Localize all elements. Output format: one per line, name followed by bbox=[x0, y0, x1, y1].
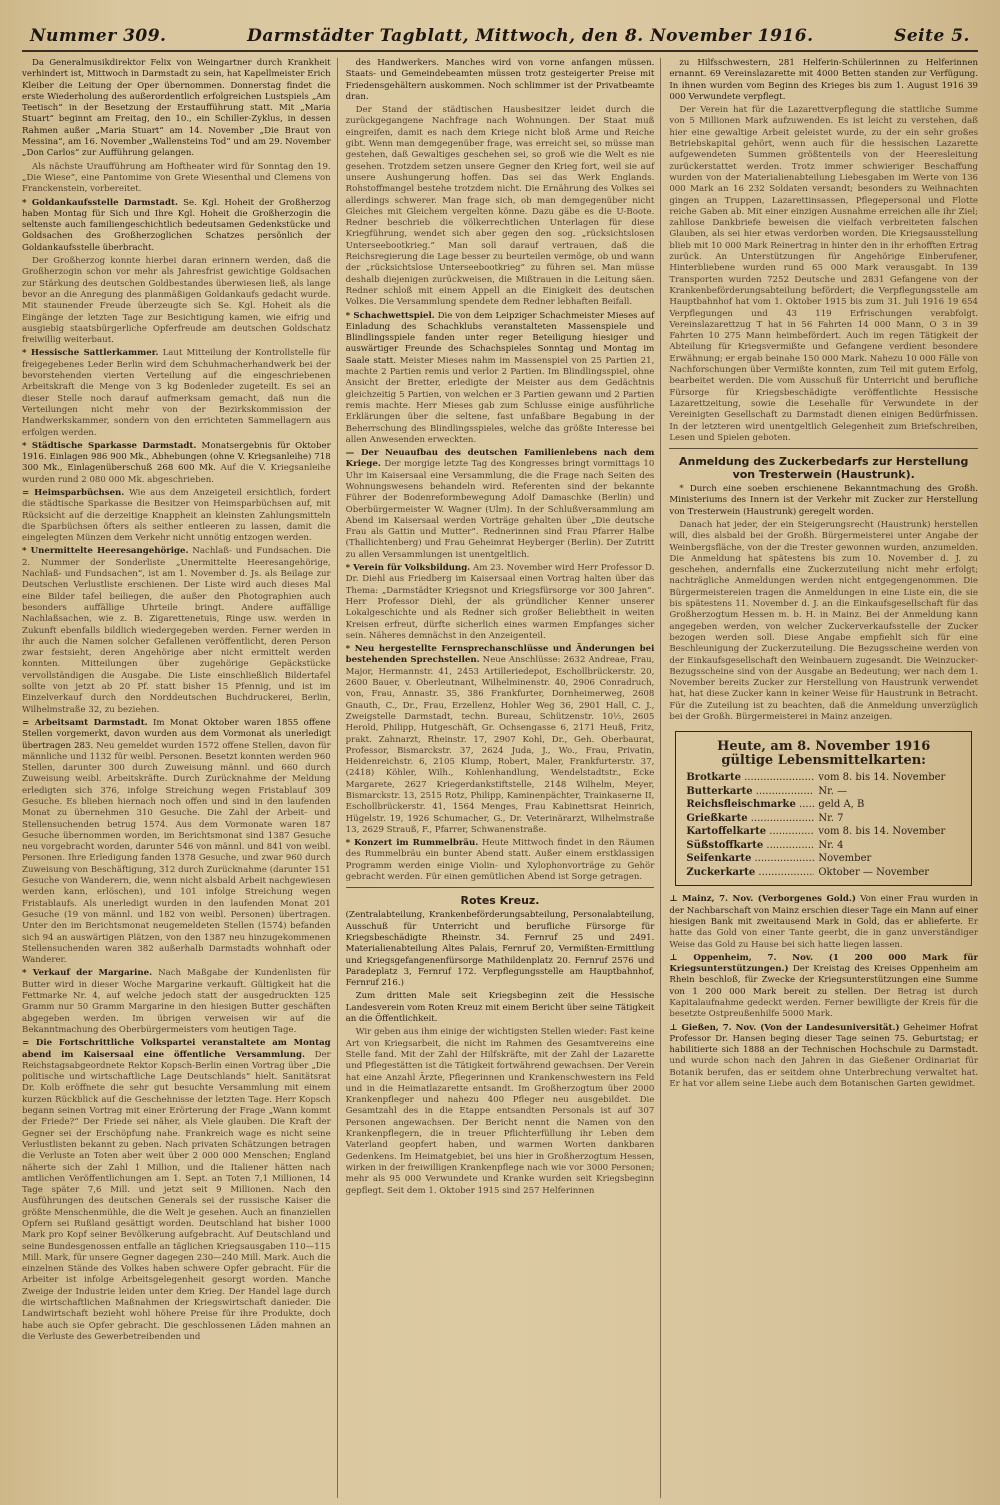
gold-heading: * Goldankaufsstelle Darmstadt. bbox=[22, 197, 178, 208]
filler-text: Wir geben aus ihm einige der wichtigsten Stellen wieder: Fast keine Art von Kriegsarbeit, die nicht im Rahmen des Gesamtvereins eine Stelle fand. Mit der Zahl der Hilfskräfte, mit der Zahl der Lazarette und Pflegestätten ist die Tätigkeit fortwährend gewachsen. Der Verein hat eine Anzahl Ärzte, Pflegerinnen und Krankenschwestern ins Feld und in die Heimatlazarette entsandt. Im Großherzogtum über 2000 Krankenpfleger und nahezu 400 Pfleger neu ausgebildet. Die Gesamtzahl des in die Etappe entsandten Personals ist auf 307 Personen angewachsen. Der Bericht nennt die Namen von den Krankenpflegern, die in treuer Pflichterfüllung ihr Leben dem Vaterland geopfert haben, und warmen Worten dankbaren Gedenkens. Im Heimatgebiet, bei uns hier in Großherzogtum Hessen, wirken in der freiwilligen Krankenpflege nach wie vor 3000 Personen; mehr als 95 000 Verwundete und Kranke wurden seit Kriegsbeginn gepflegt. Seit dem 1. Oktober 1915 sind 257 Helferinnen bbox=[345, 1027, 655, 1196]
card-name: Seifenkarte ..... bbox=[686, 852, 814, 866]
gold-paragraph: Se. Kgl. Hoheit der Großherzog haben Montag für Sich und Ihre Kgl. Hoheit die Großherzogin die seltenste auch familiengeschichtlich bedeutsamen Gedenkstücke und Goldsachen des Großherzoglichen Schatzes persönlich der Goldankaufsstelle überbracht. bbox=[22, 197, 331, 253]
giessen-paragraph: Geheimer Hofrat Professor Dr. Hansen beging dieser Tage seinen 75. Geburtstag; er habilitierte sich 1888 an der Technischen Hochschule zu Darmstadt. bbox=[669, 1022, 979, 1056]
sugar-paragraph: * Durch eine soeben erschienene Bekanntmachung des Großh. Ministeriums des Innern ist der Verkehr mit Zucker zur Herstellung von Tresterwein (Haustrunk) geregelt worden. bbox=[669, 484, 979, 517]
filler-text: Danach hat jeder, der ein Steigerungsrecht (Haustrunk) herstellen will, dies alsbald bei der Großh. Bürgermeisterei unter Angabe der Weinbergsfläche, von der die Trester gewonnen wurden, anzumelden. Die Anmeldung hat spätestens bis zum 10. November d. J. zu geschehen, andernfalls eine Zuckerzuteilung nicht mehr erfolgt; nachträgliche Anmeldungen werden nicht entgegengenommen. Die Bürgermeistereien tragen die Anmeldungen in eine Liste ein, die sie bis spätestens 11. November d. J. an die Einkaufsgesellschaft für das Großherzogtum Hessen m. b. H. in Mainz. Bei der Anmeldung kann angegeben werden, von welcher Zuckerverkaufsstelle der Zucker bezogen werden soll. Diese Angabe empfiehlt sich für eine Beschleunigung der Zuckerzuteilung. Die Bezugsscheine werden von der Einkaufsgesellschaft den Weinbauern zugesandt. Die Weinzucker-Bezugsscheine sind von der Ausgabe an Bedeutung; wer nach dem 1. November bereits Zucker zur Herstellung von Haustrunk verwendet hat, hat diese Zucker kann in keiner Weise für Haustrunk in Betracht. Für die Zuteilung ist zu beachten, daß die Anmeldung unverzüglich bei der Großh. Bürgermeisterei in Mainz anzeigen. bbox=[669, 519, 979, 723]
card-name: Kartoffelkarte ..... bbox=[686, 825, 814, 839]
column-2: des Handwerkers. Manches wird von vorne anfangen müssen. Staats- und Gemeindebeamten müssen trotz gesteigerter Preise mit Friedensgehältern auskommen. Noch schlimmer ist der Privatbeamte dran. Der Stand der städtischen Hausbesitzer leidet durch die zurückgegangene Nachfrage nach Wohnungen. Der Staat muß eingreifen, damit es nach dem Kriege nicht bloß Arme und Reiche gibt. Wenn man demgegenüber frage, was erreicht sei, so müsse man gestehen, daß Gewaltiges geschehen sei, so groß wie die Welt es nie gesehen. Trotzdem setzen unsere Gegner den Krieg fort, weil sie auf unsere Aushungerung hoffen. Das sei das Werk Englands. Rohstoffmangel bestehe trotzdem nicht. Die Ernährung des Volkes sei allerdings schwerer. Man frage sich, ob man demgegenüber nicht Gleiches mit Gleichem vergelten könne. Dazu gäbe es die U-Boote. Redner beschrieb die völkerrechtlichen Unterlagen für diese Kriegführung, wendet sich aber gegen den sog. „rücksichtslosen Unterseebootkrieg.“ Man soll darauf vertrauen, daß die Reichsregierung die Lage besser zu beurteilen vermöge, ob und wann der „rücksichtslose Unterseebootkrieg“ zu führen sei. Man müsse deshalb diejenigen zurückweisen, die Mißtrauen in die Leitung säen. Redner schloß mit einem Appell an die Einigkeit des deutschen Volkes. Die Versammlung spendete dem Redner lebhaften Beifall. * Schachwettspiel. Die von dem Leipziger Schachmeister Mieses auf Einladung des Schachklubs veranstalteten Massenspiele und Blindlingsspiele fanden unter reger Beteiligung hiesiger und auswärtiger Freunde des Schachspieles Sonntag und Montag im Saale statt. Meister Mieses nahm im Massenspiel von 25 Partien 21, machte 2 Partien remis und verlor 2 Partien. Im Blindlingsspiel, ohne Ansicht der Bretter, erledigte der Meister aus dem Gedächtnis gleichzeitig 5 Partien, von welchen er 3 Partien gewann und 2 Partien remis machte. Herr Mieses gab zum Schlusse einige ausführliche Erklärungen über die seltene, fast unfaßbare Begabung in der Beherrschung des Blindlingsspieles, welche das größte Interesse bei allen Anwesenden erweckten. — Der Neuaufbau des deutschen Familienlebens nach dem Kriege. Der morgige letzte Tag des Kongresses bringt vormittags 10 Uhr im Kaisersaal eine Versammlung, die die Frage nach Seiten des Wohnungswesens behandeln wird. Referenten sind der bekannte Führer der Bodenreformbewegung Adolf Damaschke (Berlin) und Oberbürgermeister W. Wagner (Ulm). In der Schlußversammlung am Abend im Kaisersaal werden Vorträge gehalten über „Die deutsche Frau als Gattin und Mutter“. Rednerinnen sind Frau Pfarrer Halbe (Thallichtenberg) und Frau Geheimrat Heyberger (Berlin). Der Zutritt zu allen Versammlungen ist unentgeltlich. * Verein für Volksbildung. Am 23. November wird Herr Professor D. Dr. Diehl aus Friedberg im Kaisersaal einen Vortrag halten über das Thema: „Darmstädter Kriegsnot und Kriegsfürsorge vor 300 Jahren“. Herr Professor Diehl, der als gründlicher Kenner unserer Lokalgeschichte und als Redner sich großer Beliebtheit in weiten Kreisen erfreut, dürfte sicherlich eines warmen Empfanges sicher sein. Näheres demnächst in den Anzeigenteil. * Neu hergestellte Fernsprechanschlüsse und Änderungen bei bestehenden Sprechstellen. Neue Anschlüsse: 2632 Andreae, Frau, Major, Hermannstr. 41, 2453 Artilleriedepot, Eschollbrückerstr. 20, 2600 Bauer, v. Oberleutnant, Wilhelminenstr. 40, 2906 Conradruch, von, Frau, Annastr. 35, 386 Frankfurter, Dornheimerweg, 2608 Gnauth, C., Dr., Frau, Erzellenz, Hohler Weg 36, 2901 Hall, C. J., Zweigstelle Darmstadt, techn. Bureau, Schützenstr. 10½, 2605 Herold, Philipp, Hutgeschäft, Gr. Ochsengasse 6, 2171 Heuß, Fritz, prakt. Zahnarzt, Rheinstr. 17, 2907 Kohl, Dr., Geh. Oberbaurat, Professor, Bismarckstr. 37, 2624 Juda, J., Wo., Frau, Privatin, Heidenreichstr. 6, 2105 Klump, Robert, Maler, Frankfurterstr. 37, (2418) Köhler, Wilh., Kohlenhandlung, Wendelstadtstr., Ecke Margarete, 2627 Kriegerdankstiftstelle, 2148 Wilhelm, Meyer, Bismarckstr. 13, 2515 Rotz, Philipp, Kaminenpächter, Trainkaserne II, Eschollbrückerstr. 41, 1564 Menges, Frau Kabinettsrat Heinrich, Hügelstr. 19, 1926 Schumacher, G., Dr. Veterinärarzt, Wilhelmstraße 13, 2629 Strauß, F., Pfarrer, Schwanenstraße. * Konzert im Rummelbräu. Heute Mittwoch findet in den Räumen des Rummelbräu ein bunter Abend statt. Außer einem erstklassigen Programm werden einige Violin- und Xylophonvorträge zu Gehör gebracht werden. Für einen gemütlichen Abend ist Sorge getragen. Rotes Kreuz. (Zentralabteilung, Krankenbeförderungsabteilung, Personalabteilung, Ausschuß für Unterricht und berufliche Fürsorge für Kriegsbeschädigte Rheinstr. 34. Fernruf 25 und 2491. Materialienabteilung Altes Palais, Fernruf 20, Vermißten-Ermittlung und Kriegsgefangenenfürsorge Mathildenplatz 20. Fernruf 2576 und Paradeplatz 3, Fernruf 172. Verpflegungsstelle am Hauptbahnhof, Fernruf 216.) Zum dritten Male seit Kriegsbeginn zeit die Hessische Landesverein vom Roten Kreuz mit einem Bericht über seine Tätigkeit an die Öffentlichkeit. Wir geben aus ihm einige der wichtigsten Stellen wieder: Fast keine Art von Kriegsarbeit, die nicht im Rahmen des Gesamtvereins eine Stelle fand. Mit der Zahl der Hilfskräfte, mit der Zahl der Lazarette und Pflegestätten ist die Tätigkeit fortwährend gewachsen. Der Verein hat eine Anzahl Ärzte, Pflegerinnen und Krankenschwestern ins Feld und in die Heimatlazarette entsandt. Im Großherzogtum über 2000 Krankenpfleger und nahezu 400 Pfleger neu ausgebildet. Die Gesamtzahl des in die Etappe entsandten Personals ist auf 307 Personen angewachsen. Der Bericht nennt die Namen von den Krankenpflegern, die in treuer Pflichterfüllung ihr Leben dem Vaterland geopfert haben, und warmen Worten dankbaren Gedenkens. Im Heimatgebiet, bei uns hier in Großherzogtum Hessen, wirken in der freiwilligen Krankenpflege nach wie vor 3000 Personen; mehr als 95 000 Verwundete und Kranke wurden seit Kriegsbeginn gepflegt. Seit dem 1. Oktober 1915 sind 257 Helferinnen bbox=[346, 58, 662, 1498]
card-name: Brotkarte ..... bbox=[686, 771, 814, 785]
red-cross-paragraph: (Zentralabteilung, Krankenbeförderungsabteilung, Personalabteilung, Ausschuß für Unterricht und berufliche Fürsorge für Kriegsbeschädigte Rheinstr. 34. Fernruf 25 und 2491. Materialienabteilung Altes Palais, Fernruf 20, Vermißten-Ermittlung und Kriegsgefangenenfürsorge Mathildenplatz 20. Fernruf 2576 und Paradeplatz 3, Fernruf 172. Verpflegungsstelle am Hauptbahnhof, Fernruf 216.) bbox=[345, 910, 655, 989]
card-row bbox=[686, 771, 961, 785]
red-cross-title: Rotes Kreuz. bbox=[460, 894, 540, 908]
columns bbox=[22, 58, 978, 1498]
card-value: Oktober — November bbox=[818, 866, 930, 878]
page-number: Seite 5. bbox=[894, 26, 970, 46]
card-name: Reichsfleischmarke ..... bbox=[686, 798, 814, 812]
notice-date: Heute, am 8. November 1916 bbox=[717, 739, 931, 755]
card-value: Nr. — bbox=[818, 785, 848, 797]
filler-text: Der Verein hat für die Lazarettverpflegung die stattliche Summe von 5 Millionen Mark aufzuwenden. Es ist leicht zu verstehen, daß hier eine gewaltige Arbeit geleistet wurde, zu der ein sehr großes Betriebskapital gehört, wenn auch für die hessischen Lazarette aufgewendeten Summen größtenteils von der Heeresleitung zurückerstattet werden. Trotz immer schwieriger Beschaffung wurden von der Materialienabteilung Liebesgaben im Werte von 136 000 Mark an 16 232 Soldaten versandt; besonders zu Weihnachten gingen an Truppen, Lazarettinsassen, Pflegepersonal und Flotte reiche Gaben ab. Mit einer einzigen Ausnahme erreichen alle ihr Ziel; zahllose Dankbriefe beweisen die vielfach verbreiteten falschen Glauben, als sei hier etwas verdorben worden. Die Kriegsausstellung blieb mit 10 000 Mark Reinertrag in hinter den in ihr erhofften Ertrag zurück. An Unterstützungen für Angehörige Einberufener, Hinterbliebene wurden rund 65 000 Mark verausgabt. In 139 Transporten wurden 7252 Deutsche und 2831 Gefangene von der Krankenbeförderungsabteilung befördert; die Verpflegungsstelle am Hauptbahnhof hat vom 1. Oktober 1915 bis zum 31. Juli 1916 19 654 Verpflegungen und 43 119 Erfrischungen verabfolgt. Vereinslazarettzug T hat in 56 Fahrten 14 000 Mann, O 3 in 39 Fahrten 10 275 Mann heimbefördert. Auch im regen Tätigkeit der Abteilung für Kriegsvermißte und Gefangene verdient besondere Erwähnung; er ergab beinahe 150 000 Mark. Nahezu 10 000 Fälle von Nachforschungen über Vermißte konnten, zum Teil mit gutem Erfolg, bearbeitet werden. Die vom Ausschuß für Unterricht und berufliche Fürsorge für Kriegsbeschädigte veröffentlichte Hessische Lazarettzeitung, sowie die Lesehalle für Verwundete in der Vereinigten Gesellschaft zu Darmstadt dienen einigen Bedürfnissen. In der letzteren wird unentgeltlich Gelegenheit zum Briefschreiben, Lesen und Spielen geboten. bbox=[669, 105, 979, 443]
card-row bbox=[686, 812, 961, 826]
card-value: Nr. 7 bbox=[818, 812, 844, 824]
column-3: zu Hilfsschwestern, 281 Helferin-Schülerinnen zu Helferinnen ernannt. 69 Vereinslazarette mit 4000 Betten standen zur Verfügung. In ihnen wurden vom Beginn des Krieges bis zum 1. August 1916 39 000 Verwundete verpflegt. Der Verein hat für die Lazarettverpflegung die stattliche Summe von 5 Millionen Mark aufzuwenden. Es ist leicht zu verstehen, daß hier eine gewaltige Arbeit geleistet wurde, zu der ein sehr großes Betriebskapital gehört, wenn auch für die hessischen Lazarette aufgewendeten Summen größtenteils von der Heeresleitung zurückerstattet werden. Trotz immer schwieriger Beschaffung wurden von der Materialienabteilung Liebesgaben im Werte von 136 000 Mark an 16 232 Soldaten versandt; besonders zu Weihnachten gingen an Truppen, Lazarettinsassen, Pflegepersonal und Flotte reiche Gaben ab. Mit einer einzigen Ausnahme erreichen alle ihr Ziel; zahllose Dankbriefe beweisen die vielfach verbreiteten falschen Glauben, als sei hier etwas verdorben worden. Die Kriegsausstellung blieb mit 10 000 Mark Reinertrag in hinter den in ihr erhofften Ertrag zurück. An Unterstützungen für Angehörige Einberufener, Hinterbliebene wurden rund 65 000 Mark verausgabt. In 139 Transporten wurden 7252 Deutsche und 2831 Gefangene von der Krankenbeförderungsabteilung befördert; die Verpflegungsstelle am Hauptbahnhof hat vom 1. Oktober 1915 bis zum 31. Juli 1916 19 654 Verpflegungen und 43 119 Erfrischungen verabfolgt. Vereinslazarettzug T hat in 56 Fahrten 14 000 Mann, O 3 in 39 Fahrten 10 275 Mann heimbefördert. Auch im regen Tätigkeit der Abteilung für Kriegsvermißte und Gefangene verdient besondere Erwähnung; er ergab beinahe 150 000 Mark. Nahezu 10 000 Fälle von Nachforschungen über Vermißte konnten, zum Teil mit gutem Erfolg, bearbeitet werden. Die vom Ausschuß für Unterricht und berufliche Fürsorge für Kriegsbeschädigte veröffentlichte Hessische Lazarettzeitung, sowie die Lesehalle für Verwundete in der Vereinigten Gesellschaft zu Darmstadt dienen einigen Bedürfnissen. In der letzteren wird unentgeltlich Gelegenheit zum Briefschreiben, Lesen und Spielen geboten. Anmeldung des Zuckerbedarfs zur Herstellung von Tresterwein (Haustrunk). * Durch eine soeben erschienene Bekanntmachung des Großh. Ministeriums des Innern ist der Verkehr mit Zucker zur Herstellung von Tresterwein (Haustrunk) geregelt worden. Danach hat jeder, der ein Steigerungsrecht (Haustrunk) herstellen will, dies alsbald bei der Großh. Bürgermeisterei unter Angabe der Weinbergsfläche, von der die Trester gewonnen wurden, anzumelden. Die Anmeldung hat spätestens bis zum 10. November d. J. zu geschehen, andernfalls eine Zuckerzuteilung nicht mehr erfolgt; nachträgliche Anmeldungen werden nicht entgegengenommen. Die Bürgermeistereien tragen die Anmeldungen in eine Liste ein, die sie bis spätestens 11. November d. J. an die Einkaufsgesellschaft für das Großherzogtum Hessen m. b. H. in Mainz. Bei der Anmeldung kann angegeben werden, von welcher Zuckerverkaufsstelle der Zucker bezogen werden soll. Diese Angabe empfiehlt sich für eine Beschleunigung der Zuckerzuteilung. Die Bezugsscheine werden von der Einkaufsgesellschaft den Weinbauern zugesandt. Die Weinzucker-Bezugsscheine sind von der Ausgabe an Bedeutung; wer nach dem 1. November bereits Zucker zur Herstellung von Haustrunk verwendet hat, hat diese Zucker kann in keiner Weise für Haustrunk in Betracht. Für die Zuteilung ist zu beachten, daß die Anmeldung unverzüglich bei der Großh. Bürgermeisterei in Mainz anzeigen. Heute, am 8. November 1916 gültige Lebensmittelkarten: Brotkarte ..... vom 8. bis 14. November Butterkarte ..... Nr. — Reichsfleischmarke ..... geld A, B Grießkarte ..... Nr. 7 Kartoffelkarte ..... vom 8. bis 14. November Süßstoffkarte ..... Nr. 4 Seifenkarte ..... November Zuckerkarte ..... Oktober — November ⊥ Mainz, 7. Nov. (Verborgenes Gold.) Von einer Frau wurden in der Nachbarschaft von Mainz erschien dieser Tage ein Mann auf einer hiesigen Bank mit zweitausend Mark in Gold, das er ablieferte. Er hatte das Gold von einer Tante geerbt, die in ganz unverständiger Weise das Gold zu Hause bei sich hatte liegen lassen. ⊥ Oppenheim, 7. Nov. (1 200 000 Mark für Kriegsunterstützungen.) Der Kreistag des Kreises Oppenheim am Rhein beschloß, für Zwecke der Kriegsunterstützungen eine Summe von 1 200 000 Mark bereit zu stellen. Der Betrag ist durch Kapitalaufnahme gedeckt werden. Ferner bewilligte der Kreis für die besetzte Ostpreußenhilfe 5000 Mark. ⊥ Gießen, 7. Nov. (Von der Landesuniversität.) Geheimer Hofrat Professor Dr. Hansen beging dieser Tage seinen 75. Geburtstag; er habilitierte sich 1888 an der Technischen Hochschule zu Darmstadt. und wurde schon nach den Jahren in das Gießener Ordinariat für Botanik berufen, das er seitdem ohne Unterbrechung verwaltet hat. Er hat vor allem seine Liebe auch dem Botanischen Garten gewidmet. bbox=[669, 58, 978, 1498]
card-row bbox=[686, 798, 961, 812]
card-row bbox=[686, 825, 961, 839]
savings-heading: * Städtische Sparkasse Darmstadt. bbox=[22, 440, 197, 451]
labor-heading: = Arbeitsamt Darmstadt. bbox=[22, 717, 148, 728]
homesaving-heading: = Heimsparbüchsen. bbox=[22, 487, 125, 498]
giessen-heading: ⊥ Gießen, 7. Nov. (Von der Landesuniversität.) bbox=[669, 1022, 900, 1033]
party-heading: = Die Fortschrittliche Volkspartei veranstaltete am Montag abend im Kaisersaal eine öffentliche Versammlung. bbox=[22, 1038, 331, 1060]
column-1: Da Generalmusikdirektor Felix von Weingartner durch Krankheit verhindert ist, Mittwoch in Darmstadt zu sein, hat Kapellmeister Erich Kleiber die Leitung der Oper übernommen. Donnerstag findet die erste Wiederholung des außerordentlich erfolgreichen Lustspiels „Am Teetisch“ in der Besetzung der Erstaufführung statt. Mit „Maria Stuart“ beginnt am Freitag, den 10., ein Schiller-Zyklus, in dessen Rahmen außer „Maria Stuart“ am 14. November „Die Braut von Messina“, am 16. November „Wallensteins Tod“ und am 29. November „Don Carlos“ zur Aufführung gelangen. Als nächste Uraufführung am Hoftheater wird für Sonntag den 19. „Die Wiese“, eine Pantomime von Grete Wiesenthal und Clemens von Franckenstein, vorbereitet. * Goldankaufsstelle Darmstadt. Se. Kgl. Hoheit der Großherzog haben Montag für Sich und Ihre Kgl. Hoheit die Großherzogin die seltenste auch familiengeschichtlich bedeutsamen Gedenkstücke und Goldsachen des Großherzoglichen Schatzes persönlich der Goldankaufsstelle überbracht. Der Großherzog konnte hierbei daran erinnern werden, daß die Großherzogin schon vor mehr als Jahresfrist gewichtige Goldsachen zur Stärkung des deutschen Goldbestandes überwiesen ließ, als lange bevor an die Anregung des planmäßigen Goldankaufs gedacht wurde. Mit staunender Freude überzeugte sich Se. Kgl. Hoheit als die Eingänge der letzten Tage zur Besichtigung kamen, wie eifrig und ausgiebig staatsbürgerliche Opferfreude am deutschen Goldschatz freiwillig weiterbaut. * Hessische Sattlerkammer. Laut Mitteilung der Kontrollstelle für freigegebenes Leder Berlin wird dem Schuhmacherhandwerk bei der bevorstehenden vierten Verteilung auf die eingeschriebenen Arbeitskraft die Menge von 3 kg Bodenleder zugeteilt. Es sei an dieser Stelle noch darauf aufmerksam gemacht, daß nun die Verteilungen nicht mehr von der Bezirkskommission der Handwerkskammer, sondern von den errichteten Sammellagern aus erfolgen werden. * Städtische Sparkasse Darmstadt. Monatsergebnis für Oktober 1916. Einlagen 986 900 Mk., Abhebungen (ohne V. Kriegsanleihe) 718 300 Mk., Einlagenüberschuß 268 600 Mk. Auf die V. Kriegsanleihe wurden rund 2 080 000 Mk. abgeschrieben. = Heimsparbüchsen. Wie aus dem Anzeigeteil ersichtlich, fordert die städtische Sparkasse die Besitzer von Heimsparbüchsen auf, mit Rücksicht auf die derzeitige Knappheit an kleinsten Zahlungsmitteln die Sparbüchsen öfters als seither entleeren zu lassen, damit die eingelegten Münzen dem Verkehr nicht unnötig entzogen werden. * Unermittelte Heeresangehörige. Nachlaß- und Fundsachen. Die 2. Nummer der Sonderliste „Unermittelte Heeresangehörige, Nachlaß- und Fundsachen“, ist am 1. November d. Js. als Beilage zur Deutschen Verlustliste erschienen. Der Liste wird auch dieses Mal eine Bilder tafel beiliegen, die außer den Photographien auch besonders auffällige Uhrteile bringt. Andere auffällige Nachlaßsachen, wie z. B. Zigarettenetuis, Ringe usw. werden in Zukunft ebenfalls bildlich wiedergegeben werden. Ferner werden in ihr auch die Namen solcher Gefallenen veröffentlicht, deren Person zwar festsieht, deren Angehörige aber nicht ermittelt werden konnten. Mitteilungen über zugehörige Gepäckstücke vervollständigen die Ausgabe. Die Liste einschließlich Bildertafel sollte von jetzt ab 20 Pf. statt bisher 15 Pfennig, und ist im Einzelverkauf durch den Norddeutschen Buchdruckerei, Berlin, Wilhelmstraße 32, zu beziehen. = Arbeitsamt Darmstadt. Im Monat Oktober waren 1855 offene Stellen vorgemerkt, davon wurden aus dem Vormonat als unerledigt übertragen 283. Neu gemeldet wurden 1572 offene Stellen, davon für männliche und 1132 für weibl. Personen. Besetzt konnten werden 960 Stellen, darunter 300 durch Zuweisung männl. und 660 durch Zuweisung weibl. Arbeitskräfte. Durch Zurücknahme der Meldung erledigten sich 376, infolge Streichung wegen Fristablauf 309 Gesuche. Es blieben hiernach noch offen und sind in den laufenden Monat zu übernehmen 310 Gesuche. Die Zahl der Arbeit- und Stellensuchenden betrug 1574. Aus dem Vormonate waren 187 Gesuche übernommen worden, im Berichtsmonat sind 1387 Gesuche neu vorgebracht worden, darunter 546 von männl. und 841 von weibl. Personen. Ihre Erledigung fanden 1378 Gesuche, und zwar 960 durch Zuweisung von Beschäftigung, 312 durch Zurücknahme (darunter 151 Gesuche von Wanderern, die, wenn nicht alsbald Arbeit nachgewiesen werden kann, erlöschen), und 101 infolge Streichung wegen Fristablaufs. Als unerledigt wurden in den laufenden Monat 201 Gesuche (19 von männl. und 182 von weibl. Personen) übertragen. Unter den im Berichtsmonat neugemeldeten Stellen (1574) befanden sich 94 an auswärtigen Plätzen, von den 1387 neu hinzugekommenen Stellensuchenden waren 382 außerhalb Darmstadts wohnhaft oder Wanderer. * Verkauf der Margarine. Nach Maßgabe der Kundenlisten für Butter wird in dieser Woche Margarine verkauft. Gültigkeit hat die Fettmarke Nr. 4, auf welche jedoch statt der ausgedruckten 125 Gramm nur 50 Gramm Margarine in den hiesigen Butter geschäften abgegeben werden. Im übrigen verweisen wir auf die Bekanntmachung des Oberbürgermeisters vom heutigen Tage. = Die Fortschrittliche Volkspartei veranstaltete am Montag abend im Kaisersaal eine öffentliche Versammlung. Der Reichstagsabgeordnete Rektor Kopsch-Berlin einen Vortrag über „Die politische und wirtschaftliche Lage Deutschlands“ hielt. Sanitätsrat Dr. Kolb eröffnete die sehr gut besuchte Versammlung mit einem kurzen Rückblick auf die Geschehnisse der letzten Tage. Herr Kopsch begann seinen Vortrag mit einer Erörterung der Frage „Wann kommt der Friede?“ Der Friede sei näher, als Viele glauben. Die Kraft der Gegner sei der Erschöpfung nahe. Frankreich wage es nicht seine Verlustlisten bekannt zu geben. Nach privaten Schätzungen betragen die Verluste an Toten aber weit über 2 000 000 Menschen; England näherte sich der Zahl 1 Million, und die Italiener hätten nach amtlichen Veröffentlichungen am 1. Sept. an Toten 7,1 Millionen, 14 Tage später 7,6 Mill. und jetzt seit 9 Millionen. Nach den Ausführungen des deutschen Generals sei der russische Kaiser die größte Menschenmühle, die die Welt je gesehen. Auch an finanziellen Opfern sei Rußland gesättigt worden. Deutschland hat bisher 1000 Mark pro Kopf seiner Bevölkerung aufgebracht. Auf Deutschland und seine Bundesgenossen entfalle an täglichen Kriegsausgaben 110—115 Mill. Mark, für unsere Gegner dagegen 230—240 Mill. Mark. Auch die einzelnen Stände des Volkes haben schwere Opfer gebracht. Für die Arbeiter ist infolge Arbeitsgelegenheit gesorgt worden. Manche Zweige der Industrie leiden unter dem Krieg. Der Handel lage durch die wirtschaftlichen Maßnahmen der Kriegswirtschaft danieder. Die Landwirtschaft bezieht wohl höhere Preise für ihre Produkte, doch habe auch sie Opfer gebracht. Die geschlossenen Läden mahnen an die Verluste des Gewerbetreibenden und bbox=[22, 58, 338, 1498]
card-value: Nr. 4 bbox=[818, 839, 844, 851]
concert-heading: * Konzert im Rummelbräu. bbox=[345, 838, 479, 849]
economy-paragraph: des Handwerkers. Manches wird von vorne anfangen müssen. Staats- und Gemeindebeamten müssen trotz gesteigerter Preise mit Friedensgehältern auskommen. Noch schlimmer ist der Privatbeamte dran. bbox=[345, 58, 655, 102]
filler-text: Der Stand der städtischen Hausbesitzer leidet durch die zurückgegangene Nachfrage nach Wohnungen. Der Staat muß eingreifen, damit es nach dem Kriege nicht bloß Arme und Reiche gibt. Wenn man demgegenüber frage, was erreicht sei, so müsse man gestehen, daß Gewaltiges geschehen sei, so groß wie die Welt es nie gesehen. Trotzdem setzen unsere Gegner den Krieg fort, weil sie auf unsere Aushungerung hoffen. Das sei das Werk Englands. Rohstoffmangel bestehe trotzdem nicht. Die Ernährung des Volkes sei allerdings schwerer. Man frage sich, ob man demgegenüber nicht Gleiches mit Gleichem vergelten könne. Dazu gäbe es die U-Boote. Redner beschrieb die völkerrechtlichen Unterlagen für diese Kriegführung, wendet sich aber gegen den sog. „rücksichtslosen Unterseebootkrieg.“ Man soll darauf vertrauen, daß die Reichsregierung die Lage besser zu beurteilen vermöge, ob und wann der „rücksichtslose Unterseebootkrieg“ zu führen sei. Man müsse deshalb diejenigen zurückweisen, die Mißtrauen in die Leitung säen. Redner schloß mit einem Appell an die Einigkeit des deutschen Volkes. Die Versammlung spendete dem Redner lebhaften Beifall. bbox=[345, 105, 655, 308]
card-value: November bbox=[818, 853, 872, 865]
oppenheim-paragraph: Der Kreistag des Kreises Oppenheim am Rhein beschloß, für Zwecke der Kriegsunterstützungen eine Summe von 1 200 000 Mark bereit zu stellen. bbox=[669, 964, 979, 997]
chess-heading: * Schachwettspiel. bbox=[345, 310, 435, 321]
filler-text: Als nächste Uraufführung am Hoftheater wird für Sonntag den 19. „Die Wiese“, eine Pantomime von Grete Wiesenthal und Clemens von Franckenstein, vorbereitet. bbox=[22, 161, 331, 195]
sugar-title: Anmeldung des Zuckerbedarfs zur Herstellung von Tresterwein (Haustrunk). bbox=[678, 455, 969, 482]
card-row bbox=[686, 839, 961, 853]
issue-number: Nummer 309. bbox=[30, 26, 167, 46]
card-name: Butterkarte ..... bbox=[686, 785, 814, 799]
card-value: geld A, B bbox=[818, 799, 865, 811]
chess-paragraph: Die von dem Leipziger Schachmeister Mieses auf Einladung des Schachklubs veranstalteten Massenspiele und Blindlingsspiele fanden unter reger Beteiligung hiesiger und auswärtiger Freunde des Schachspieles Sonntag und Montag im Saale statt. bbox=[345, 310, 655, 366]
notice-subtitle: gültige Lebensmittelkarten: bbox=[721, 752, 926, 768]
card-row bbox=[686, 852, 961, 866]
red-cross-paragraph-2: Zum dritten Male seit Kriegsbeginn zeit die Hessische Landesverein vom Roten Kreuz mit einem Bericht über seine Tätigkeit an die Öffentlichkeit. bbox=[345, 991, 655, 1025]
paper-title: Darmstädter Tagblatt, Mittwoch, den 8. November 1916. bbox=[247, 26, 814, 46]
card-row bbox=[686, 866, 961, 880]
family-heading: — Der Neuaufbau des deutschen Familienlebens nach dem Kriege. bbox=[345, 448, 655, 470]
savings-paragraph: Monatsergebnis für Oktober 1916. Einlagen 986 900 Mk., Abhebungen (ohne V. Kriegsanleihe) 718 300 Mk., Einlagenüberschuß 268 600 Mk. bbox=[22, 440, 331, 474]
leather-heading: * Hessische Sattlerkammer. bbox=[22, 348, 159, 359]
card-name: Zuckerkarte ..... bbox=[686, 866, 814, 880]
mainz-heading: ⊥ Mainz, 7. Nov. (Verborgenes Gold.) bbox=[669, 894, 856, 905]
army-heading: * Unermittelte Heeresangehörige. bbox=[22, 546, 189, 557]
card-name: Grießkarte ..... bbox=[686, 812, 814, 826]
card-value: vom 8. bis 14. November bbox=[818, 772, 946, 784]
theater-paragraph: Da Generalmusikdirektor Felix von Weingartner durch Krankheit verhindert ist, Mittwoch in Darmstadt zu sein, hat Kapellmeister Erich Kleiber die Leitung der Oper übernommen. Donnerstag findet die erste Wiederholung des außerordentlich erfolgreichen Lustspiels „Am Teetisch“ in der Besetzung der Erstaufführung statt. Mit „Maria Stuart“ beginnt am Freitag, den 10., ein Schiller-Zyklus, in dessen Rahmen außer „Maria Stuart“ am 14. November „Die Braut von Messina“, am 16. November „Wallensteins Tod“ und am 29. November „Don Carlos“ zur Aufführung gelangen. bbox=[22, 58, 331, 159]
oppenheim-heading: ⊥ Oppenheim, 7. Nov. (1 200 000 Mark für Kriegsunterstützungen.) bbox=[669, 952, 979, 975]
card-name: Süßstoffkarte ..... bbox=[686, 839, 814, 853]
lazarett-paragraph: zu Hilfsschwestern, 281 Helferin-Schülerinnen zu Helferinnen ernannt. 69 Vereinslazarette mit 4000 Betten standen zur Verfügung. In ihnen wurden vom Beginn des Krieges bis zum 1. August 1916 39 000 Verwundete verpflegt. bbox=[669, 58, 979, 102]
separator bbox=[669, 448, 978, 449]
card-row bbox=[686, 785, 961, 799]
separator bbox=[346, 887, 655, 888]
masthead bbox=[22, 26, 978, 52]
mainz-paragraph: Von einer Frau wurden in der Nachbarschaft von Mainz erschien dieser Tage ein Mann auf einer hiesigen Bank mit zweitausend Mark in Gold, das er ablieferte. bbox=[669, 894, 979, 927]
education-heading: * Verein für Volksbildung. bbox=[345, 563, 471, 574]
telephone-heading: * Neu hergestellte Fernsprechanschlüsse und Änderungen bei bestehenden Sprechstellen. bbox=[345, 644, 655, 666]
margarine-heading: * Verkauf der Margarine. bbox=[22, 968, 153, 979]
filler-text: Der Großherzog konnte hierbei daran erinnern werden, daß die Großherzogin schon vor mehr als Jahresfrist gewichtige Goldsachen zur Stärkung des deutschen Goldbestandes überwiesen ließ, als lange bevor an die Anregung des planmäßigen Goldankaufs gedacht wurde. Mit staunender Freude überzeugte sich Se. Kgl. Hoheit als die Eingänge der letzten Tage zur Besichtigung kamen, wie eifrig und ausgiebig staatsbürgerliche Opferfreude am deutschen Goldschatz freiwillig weiterbaut. bbox=[22, 256, 331, 346]
labor-paragraph: Im Monat Oktober waren 1855 offene Stellen vorgemerkt, davon wurden aus dem Vormonat als unerledigt übertragen 283. bbox=[22, 717, 331, 751]
ration-cards-notice bbox=[675, 731, 972, 886]
card-value: vom 8. bis 14. November bbox=[818, 826, 946, 838]
